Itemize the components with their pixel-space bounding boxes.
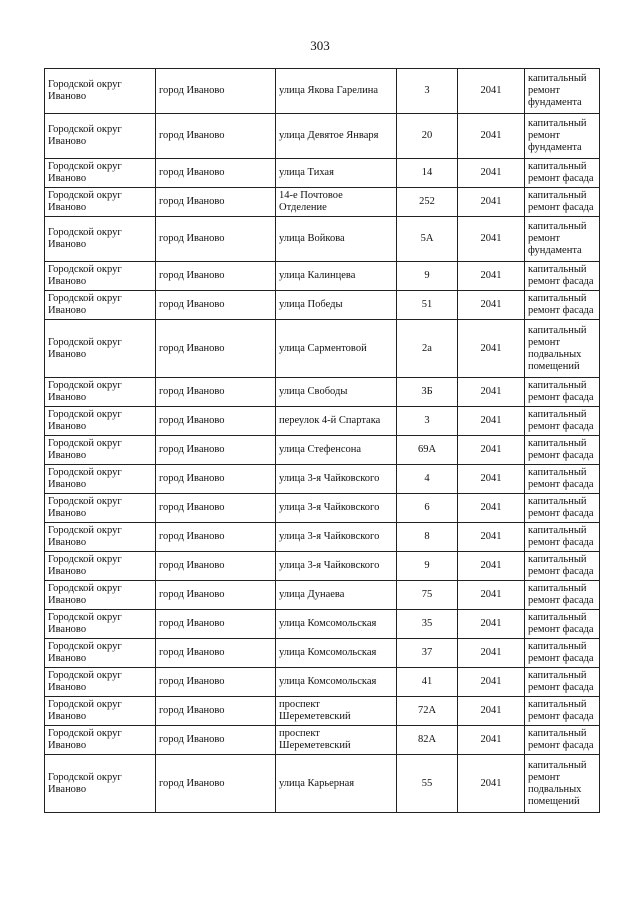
street-cell: улица Карьерная xyxy=(276,755,397,813)
year-cell: 2041 xyxy=(458,291,525,320)
work-type-cell: капитальный ремонт фундамента xyxy=(525,114,600,159)
table-row xyxy=(45,755,600,813)
street-cell: улица Тихая xyxy=(276,159,397,188)
municipality-cell: Городской округ Иваново xyxy=(45,407,156,436)
house-number-cell: 4 xyxy=(397,465,458,494)
year-cell: 2041 xyxy=(458,159,525,188)
municipality-cell: Городской округ Иваново xyxy=(45,639,156,668)
street-cell: 14-е Почтовое Отделение xyxy=(276,188,397,217)
settlement-cell: город Иваново xyxy=(156,523,276,552)
settlement-cell: город Иваново xyxy=(156,581,276,610)
table-row xyxy=(45,69,600,114)
municipality-cell: Городской округ Иваново xyxy=(45,726,156,755)
municipality-cell: Городской округ Иваново xyxy=(45,320,156,378)
municipality-cell: Городской округ Иваново xyxy=(45,581,156,610)
table-row xyxy=(45,159,600,188)
year-cell: 2041 xyxy=(458,436,525,465)
house-number-cell: 35 xyxy=(397,610,458,639)
municipality-cell: Городской округ Иваново xyxy=(45,523,156,552)
table-row xyxy=(45,262,600,291)
work-type-cell: капитальный ремонт фасада xyxy=(525,581,600,610)
work-type-cell: капитальный ремонт фасада xyxy=(525,262,600,291)
street-cell: улица Сарментовой xyxy=(276,320,397,378)
table-row xyxy=(45,494,600,523)
settlement-cell: город Иваново xyxy=(156,69,276,114)
year-cell: 2041 xyxy=(458,639,525,668)
work-type-cell: капитальный ремонт подвальных помещений xyxy=(525,755,600,813)
street-cell: улица Комсомольская xyxy=(276,639,397,668)
municipality-cell: Городской округ Иваново xyxy=(45,188,156,217)
table-row xyxy=(45,726,600,755)
work-type-cell: капитальный ремонт фасада xyxy=(525,697,600,726)
year-cell: 2041 xyxy=(458,320,525,378)
work-type-cell: капитальный ремонт фасада xyxy=(525,188,600,217)
municipality-cell: Городской округ Иваново xyxy=(45,159,156,188)
year-cell: 2041 xyxy=(458,668,525,697)
table-row xyxy=(45,639,600,668)
table-row xyxy=(45,436,600,465)
table-row xyxy=(45,610,600,639)
municipality-cell: Городской округ Иваново xyxy=(45,291,156,320)
table-row xyxy=(45,581,600,610)
work-type-cell: капитальный ремонт подвальных помещений xyxy=(525,320,600,378)
work-type-cell: капитальный ремонт фасада xyxy=(525,159,600,188)
house-number-cell: 69А xyxy=(397,436,458,465)
street-cell: улица Войкова xyxy=(276,217,397,262)
house-number-cell: 3 xyxy=(397,69,458,114)
year-cell: 2041 xyxy=(458,407,525,436)
work-type-cell: капитальный ремонт фасада xyxy=(525,668,600,697)
table-row xyxy=(45,465,600,494)
table-row xyxy=(45,114,600,159)
year-cell: 2041 xyxy=(458,552,525,581)
municipality-cell: Городской округ Иваново xyxy=(45,69,156,114)
street-cell: улица 3-я Чайковского xyxy=(276,523,397,552)
year-cell: 2041 xyxy=(458,188,525,217)
street-cell: улица 3-я Чайковского xyxy=(276,465,397,494)
settlement-cell: город Иваново xyxy=(156,217,276,262)
municipality-cell: Городской округ Иваново xyxy=(45,217,156,262)
work-type-cell: капитальный ремонт фасада xyxy=(525,436,600,465)
year-cell: 2041 xyxy=(458,262,525,291)
settlement-cell: город Иваново xyxy=(156,378,276,407)
street-cell: проспект Шереметевский xyxy=(276,726,397,755)
table-row xyxy=(45,320,600,378)
street-cell: улица Дунаева xyxy=(276,581,397,610)
settlement-cell: город Иваново xyxy=(156,188,276,217)
house-number-cell: 14 xyxy=(397,159,458,188)
street-cell: улица Якова Гарелина xyxy=(276,69,397,114)
house-number-cell: 82А xyxy=(397,726,458,755)
settlement-cell: город Иваново xyxy=(156,436,276,465)
house-number-cell: 3 xyxy=(397,407,458,436)
table-row xyxy=(45,291,600,320)
year-cell: 2041 xyxy=(458,610,525,639)
municipality-cell: Городской округ Иваново xyxy=(45,552,156,581)
house-number-cell: 51 xyxy=(397,291,458,320)
municipality-cell: Городской округ Иваново xyxy=(45,494,156,523)
year-cell: 2041 xyxy=(458,523,525,552)
house-number-cell: 72А xyxy=(397,697,458,726)
house-number-cell: 3Б xyxy=(397,378,458,407)
settlement-cell: город Иваново xyxy=(156,639,276,668)
settlement-cell: город Иваново xyxy=(156,465,276,494)
work-type-cell: капитальный ремонт фасада xyxy=(525,523,600,552)
table-row xyxy=(45,378,600,407)
year-cell: 2041 xyxy=(458,726,525,755)
work-type-cell: капитальный ремонт фундамента xyxy=(525,217,600,262)
street-cell: улица 3-я Чайковского xyxy=(276,494,397,523)
street-cell: переулок 4-й Спартака xyxy=(276,407,397,436)
municipality-cell: Городской округ Иваново xyxy=(45,755,156,813)
house-number-cell: 6 xyxy=(397,494,458,523)
settlement-cell: город Иваново xyxy=(156,114,276,159)
house-number-cell: 20 xyxy=(397,114,458,159)
house-number-cell: 41 xyxy=(397,668,458,697)
table-row xyxy=(45,407,600,436)
settlement-cell: город Иваново xyxy=(156,755,276,813)
municipality-cell: Городской округ Иваново xyxy=(45,436,156,465)
year-cell: 2041 xyxy=(458,581,525,610)
table-row xyxy=(45,697,600,726)
municipality-cell: Городской округ Иваново xyxy=(45,610,156,639)
house-number-cell: 2а xyxy=(397,320,458,378)
table-row xyxy=(45,523,600,552)
settlement-cell: город Иваново xyxy=(156,726,276,755)
settlement-cell: город Иваново xyxy=(156,320,276,378)
table-row xyxy=(45,217,600,262)
table-row xyxy=(45,188,600,217)
work-type-cell: капитальный ремонт фасада xyxy=(525,465,600,494)
house-number-cell: 9 xyxy=(397,262,458,291)
year-cell: 2041 xyxy=(458,217,525,262)
street-cell: улица 3-я Чайковского xyxy=(276,552,397,581)
settlement-cell: город Иваново xyxy=(156,407,276,436)
street-cell: улица Победы xyxy=(276,291,397,320)
house-number-cell: 75 xyxy=(397,581,458,610)
house-number-cell: 5А xyxy=(397,217,458,262)
work-type-cell: капитальный ремонт фасада xyxy=(525,610,600,639)
work-type-cell: капитальный ремонт фасада xyxy=(525,291,600,320)
street-cell: улица Девятое Января xyxy=(276,114,397,159)
repair-schedule-table xyxy=(44,68,600,813)
settlement-cell: город Иваново xyxy=(156,552,276,581)
house-number-cell: 252 xyxy=(397,188,458,217)
page-number: 303 xyxy=(310,38,330,53)
street-cell: улица Калинцева xyxy=(276,262,397,291)
municipality-cell: Городской округ Иваново xyxy=(45,114,156,159)
year-cell: 2041 xyxy=(458,69,525,114)
house-number-cell: 9 xyxy=(397,552,458,581)
municipality-cell: Городской округ Иваново xyxy=(45,668,156,697)
house-number-cell: 8 xyxy=(397,523,458,552)
street-cell: улица Стефенсона xyxy=(276,436,397,465)
table-row xyxy=(45,668,600,697)
municipality-cell: Городской округ Иваново xyxy=(45,378,156,407)
municipality-cell: Городской округ Иваново xyxy=(45,262,156,291)
house-number-cell: 55 xyxy=(397,755,458,813)
settlement-cell: город Иваново xyxy=(156,494,276,523)
year-cell: 2041 xyxy=(458,465,525,494)
year-cell: 2041 xyxy=(458,697,525,726)
settlement-cell: город Иваново xyxy=(156,291,276,320)
work-type-cell: капитальный ремонт фасада xyxy=(525,552,600,581)
settlement-cell: город Иваново xyxy=(156,697,276,726)
street-cell: улица Комсомольская xyxy=(276,668,397,697)
work-type-cell: капитальный ремонт фасада xyxy=(525,407,600,436)
street-cell: проспект Шереметевский xyxy=(276,697,397,726)
work-type-cell: капитальный ремонт фасада xyxy=(525,726,600,755)
settlement-cell: город Иваново xyxy=(156,262,276,291)
year-cell: 2041 xyxy=(458,755,525,813)
house-number-cell: 37 xyxy=(397,639,458,668)
table-row xyxy=(45,552,600,581)
work-type-cell: капитальный ремонт фундамента xyxy=(525,69,600,114)
settlement-cell: город Иваново xyxy=(156,610,276,639)
year-cell: 2041 xyxy=(458,114,525,159)
street-cell: улица Свободы xyxy=(276,378,397,407)
year-cell: 2041 xyxy=(458,378,525,407)
settlement-cell: город Иваново xyxy=(156,668,276,697)
street-cell: улица Комсомольская xyxy=(276,610,397,639)
year-cell: 2041 xyxy=(458,494,525,523)
municipality-cell: Городской округ Иваново xyxy=(45,465,156,494)
work-type-cell: капитальный ремонт фасада xyxy=(525,639,600,668)
settlement-cell: город Иваново xyxy=(156,159,276,188)
municipality-cell: Городской округ Иваново xyxy=(45,697,156,726)
work-type-cell: капитальный ремонт фасада xyxy=(525,494,600,523)
work-type-cell: капитальный ремонт фасада xyxy=(525,378,600,407)
